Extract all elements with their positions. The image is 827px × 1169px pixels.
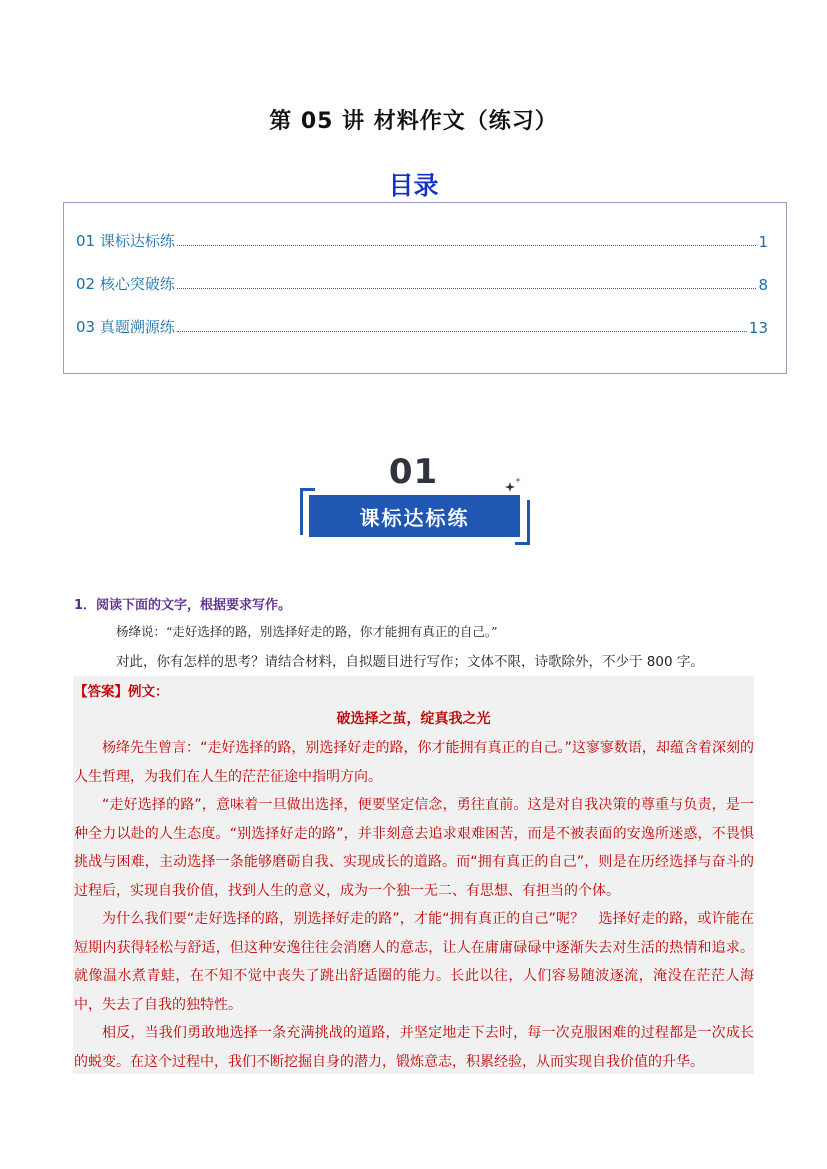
toc-entry-3[interactable] <box>76 315 768 337</box>
answer-label: 【答案】例文： <box>74 684 169 700</box>
toc-entry-page: 13 <box>748 319 768 337</box>
toc-heading: 目录 <box>388 171 439 200</box>
essay-paragraph: 为什么我们要“走好选择的路，别选择好走的路”，才能“拥有真正的自己”呢？ 选择好走的路，或许能在短期内获得轻松与舒适，但这种安逸往往会消磨人的意志，让人在庸庸碌碌中逐渐失去对生活的热情和追求。就像温水煮青蛙，在不知不觉中丧失了跳出舒适圈的能力。长此以往，人们容易随波逐流，淹没在茫茫人海中，失去了自我的独特性。 <box>74 911 754 1013</box>
essay-body <box>74 734 754 1076</box>
question-prompt: 1．阅读下面的文字，根据要求写作。 <box>74 598 292 613</box>
toc-entry-1[interactable] <box>76 229 768 251</box>
section-banner: 课标达标练 <box>309 495 520 537</box>
essay-paragraph: 相反，当我们勇敢地选择一条充满挑战的道路，并坚定地走下去时，每一次克服困难的过程都是一次成长的蜕变。在这个过程中，我们不断挖掘自身的潜力，锻炼意志，积累经验，从而实现自我价值的升华。 <box>74 1025 754 1070</box>
sparkle-icon <box>504 476 524 496</box>
essay-title: 破选择之茧，绽真我之光 <box>336 711 491 727</box>
toc-leader-dots <box>177 245 757 246</box>
toc-leader-dots <box>177 331 747 332</box>
document-title: 第 05 讲 材料作文（练习） <box>269 109 558 134</box>
toc-entry-page: 8 <box>758 276 768 294</box>
toc-entry-2[interactable] <box>76 272 768 294</box>
question-requirement: 对此，你有怎样的思考？请结合材料，自拟题目进行写作；文体不限，诗歌除外，不少于 800 字。 <box>116 654 704 670</box>
question-quote: 杨绛说：“走好选择的路，别选择好走的路，你才能拥有真正的自己。” <box>116 624 498 639</box>
table-of-contents <box>63 202 787 374</box>
toc-entry-label: 03 真题溯源练 <box>76 318 175 336</box>
essay-paragraph: “走好选择的路”，意味着一旦做出选择，便要坚定信念，勇往直前。这是对自我决策的尊重与负责，是一种全力以赴的人生态度。“别选择好走的路”，并非刻意去追求艰难困苦，而是不被表面的安逸所迷惑，不畏惧挑战与困难，主动选择一条能够磨砺自我、实现成长的道路。而“拥有真正的自己”，则是在历经选择与奋斗的过程后，实现自我价值，找到人生的意义，成为一个独一无二、有思想、有担当的个体。 <box>74 797 754 899</box>
section-number: 01 <box>388 452 439 492</box>
toc-entry-label: 02 核心突破练 <box>76 275 175 293</box>
toc-leader-dots <box>177 288 757 289</box>
toc-entry-page: 1 <box>758 233 768 251</box>
toc-entry-label: 01 课标达标练 <box>76 232 175 250</box>
essay-paragraph: 杨绛先生曾言：“走好选择的路，别选择好走的路，你才能拥有真正的自己。”这寥寥数语，却蕴含着深刻的人生哲理，为我们在人生的茫茫征途中指明方向。 <box>74 740 754 785</box>
